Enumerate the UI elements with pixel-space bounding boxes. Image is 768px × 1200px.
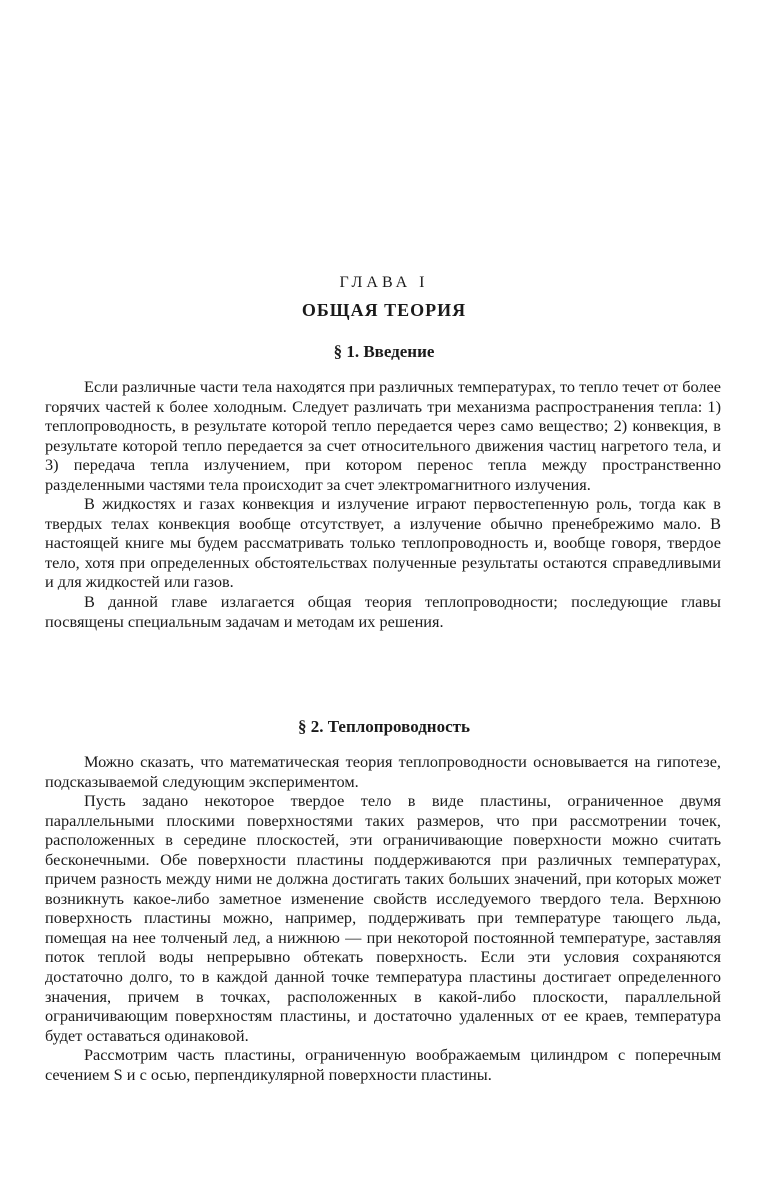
chapter-title: ОБЩАЯ ТЕОРИЯ xyxy=(301,300,467,320)
section-1-body xyxy=(45,377,721,631)
paragraph: Рассмотрим часть пластины, ограниченную воображаемым цилиндром с поперечным сечением S и с осью, перпендикулярной поверхности пластины. xyxy=(45,1045,721,1084)
paragraph: Если различные части тела находятся при различных температурах, то тепло течет от более горячих частей к более холодным. Следует различать три механизма распространения тепла: 1) теплопроводность, в результате которой тепло передается через само вещество; 2) конвекция, в результате которой тепло передается за счет относительного движения частиц нагретого тела, и 3) передача тепла излучением, при котором перенос тепла между пространственно разделенными частями тела происходит за счет электромагнитного излучения. xyxy=(45,377,721,494)
section-1-heading: § 1. Введение xyxy=(333,342,435,361)
chapter-label: ГЛАВА I xyxy=(339,274,429,291)
paragraph: В данной главе излагается общая теория теплопроводности; последующие главы посвящены специальным задачам и методам их решения. xyxy=(45,592,721,631)
paragraph: Можно сказать, что математическая теория теплопроводности основывается на гипотезе, подсказываемой следующим экспериментом. xyxy=(45,752,721,791)
paragraph: Пусть задано некоторое твердое тело в виде пластины, ограниченное двумя параллельными плоскими поверхностями таких размеров, что при рассмотрении точек, расположенных в середине плоскостей, эти ограничивающие поверхности можно считать бесконечными. Обе поверхности пластины поддерживаются при различных температурах, причем разность между ними не должна достигать таких больших значений, при которых может возникнуть какое-либо заметное изменение свойств исследуемого твердого тела. Верхнюю поверхность пластины можно, например, поддерживать при температуре тающего льда, помещая на нее толченый лед, а нижнюю — при некоторой постоянной температуре, заставляя поток теплой воды непрерывно обтекать поверхность. Если эти условия сохраняются достаточно долго, то в каждой данной точке температура пластины достигает определенного значения, причем в точках, расположенных в какой-либо плоскости, параллельной ограничивающим поверхностям пластины, и достаточно удаленных от ее краев, температура будет оставаться одинаковой. xyxy=(45,791,721,1045)
paragraph: В жидкостях и газах конвекция и излучение играют первостепенную роль, тогда как в твердых телах конвекция вообще отсутствует, а излучение обычно пренебрежимо мало. В настоящей книге мы будем рассматривать только теплопроводность и, вообще говоря, твердое тело, хотя при определенных обстоятельствах полученные результаты остаются справедливыми и для жидкостей или газов. xyxy=(45,494,721,592)
section-2-heading: § 2. Теплопроводность xyxy=(297,717,470,736)
section-2-body xyxy=(45,752,721,1084)
